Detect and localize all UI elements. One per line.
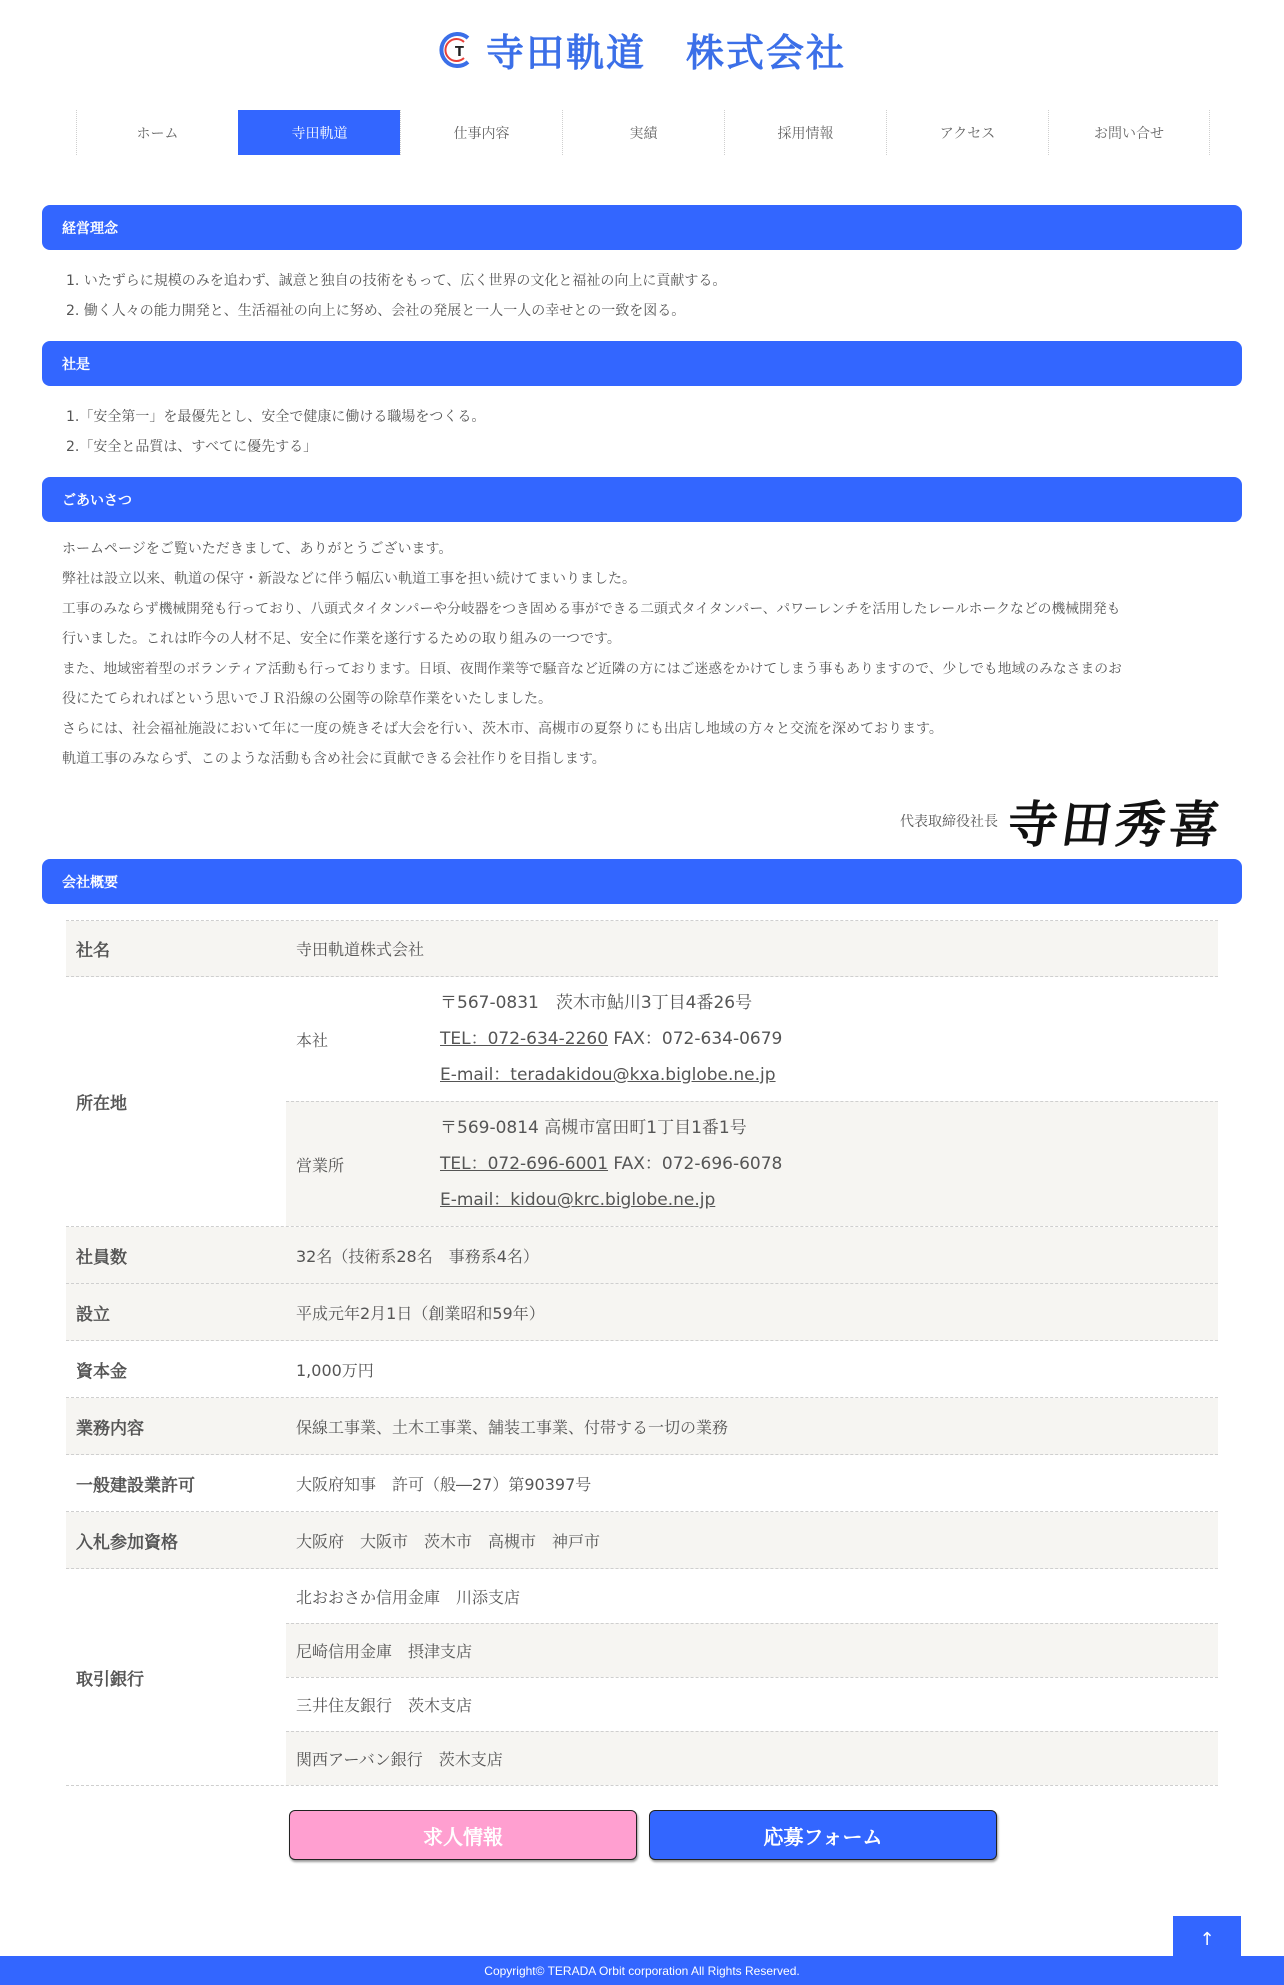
- recruit-info-button[interactable]: 求人情報: [289, 1810, 637, 1860]
- nav-access[interactable]: アクセス: [886, 110, 1048, 155]
- fax-number: FAX：072-634-0679: [608, 1029, 783, 1049]
- list-item: 2. 働く人々の能力開発と、生活福祉の向上に努め、会社の発展と一人一人の幸せとの一致を図る。: [66, 303, 686, 319]
- company-logo-icon: [438, 30, 478, 70]
- table-row: [66, 921, 1218, 977]
- table-row: [66, 1341, 1218, 1398]
- signature-title: 代表取締役社長: [900, 814, 998, 830]
- fax-number: FAX：072-696-6078: [608, 1154, 783, 1174]
- row-label: 取引銀行: [76, 1669, 144, 1690]
- list-item: 三井住友銀行 茨木支店: [286, 1677, 1218, 1731]
- row-label: 所在地: [76, 1094, 127, 1114]
- email-link[interactable]: E-mail：kidou@krc.biglobe.ne.jp: [440, 1190, 716, 1210]
- site-logo[interactable]: [0, 22, 1284, 77]
- row-value: 大阪府 大阪市 茨木市 高槻市 神戸市: [296, 1531, 601, 1551]
- tel-link[interactable]: TEL：072-696-6001: [440, 1154, 609, 1174]
- office-label: 営業所: [296, 1155, 345, 1175]
- philosophy-list: [66, 266, 726, 326]
- company-table: [66, 920, 1218, 1786]
- signature-name: 寺田秀喜: [1003, 795, 1228, 854]
- list-item: 尼崎信用金庫 摂津支店: [286, 1623, 1218, 1677]
- back-to-top-button[interactable]: ↑: [1173, 1916, 1241, 1962]
- greeting-line: 役にたてられればという思いでＪＲ沿線の公園等の除草作業をいたしました。: [62, 691, 552, 707]
- section-header-philosophy: 経営理念: [42, 205, 1242, 250]
- list-item: 北おおさか信用金庫 川添支店: [296, 1587, 521, 1607]
- row-label: 社名: [76, 941, 110, 961]
- section-header-greeting: ごあいさつ: [42, 477, 1242, 522]
- apply-form-button[interactable]: 応募フォーム: [649, 1810, 997, 1860]
- list-item: 1. いたずらに規模のみを追わず、誠意と独自の技術をもって、広く世界の文化と福祉の向上に貢献する。: [66, 273, 727, 289]
- row-value: 大阪府知事 許可（般―27）第90397号: [296, 1474, 592, 1494]
- list-item: 2.「安全と品質は、すべてに優先する」: [66, 439, 318, 455]
- office-label: 本社: [296, 1030, 329, 1050]
- footer-copyright: Copyright© TERADA Orbit corporation All Rights Reserved.: [0, 1956, 1284, 1985]
- table-row: [66, 1512, 1218, 1569]
- row-value: 寺田軌道株式会社: [296, 940, 425, 959]
- row-label: 業務内容: [76, 1418, 144, 1439]
- nav-services[interactable]: 仕事内容: [400, 110, 562, 155]
- row-label: 社員数: [76, 1247, 127, 1268]
- table-row: [66, 1455, 1218, 1512]
- nav-recruit[interactable]: 採用情報: [724, 110, 886, 155]
- row-value: 保線工事業、土木工事業、舗装工事業、付帯する一切の業務: [296, 1417, 729, 1437]
- greeting-line: 工事のみならず機械開発も行っており、八頭式タイタンパーや分岐器をつき固める事ができる二頭式タイタンパー、パワーレンチを活用したレールホークなどの機械開発も: [62, 601, 1121, 617]
- table-row-location: [66, 977, 1218, 1227]
- tel-link[interactable]: TEL：072-634-2260: [440, 1029, 609, 1049]
- office-email-line: [440, 1057, 1218, 1093]
- greeting-line: また、地域密着型のボランティア活動も行っております。日頃、夜間作業等で騒音など近隣の方にはご迷惑をかけてしまう事もありますので、少しでも地域のみなさまのお: [62, 661, 1122, 677]
- greeting-line: ホームページをご覧いただきまして、ありがとうございます。: [62, 541, 453, 557]
- office-address: 〒567-0831 茨木市鮎川3丁目4番26号: [440, 993, 753, 1013]
- greeting-line: 軌道工事のみならず、このような活動も含め社会に貢献できる会社作りを目指します。: [62, 751, 606, 767]
- row-value: 32名（技術系28名 事務系4名）: [296, 1246, 539, 1266]
- table-row: [66, 1284, 1218, 1341]
- row-value: 1,000万円: [296, 1360, 374, 1380]
- office-phone-line: [440, 1146, 1218, 1182]
- office-head: [286, 977, 1218, 1101]
- office-branch: [286, 1101, 1218, 1226]
- office-address: 〒569-0814 高槻市富田町1丁目1番1号: [440, 1118, 747, 1138]
- office-list: [286, 977, 1218, 1226]
- table-row: [66, 1398, 1218, 1455]
- bank-list: [286, 1569, 1218, 1785]
- row-label: 資本金: [76, 1361, 127, 1382]
- nav-results[interactable]: 実績: [562, 110, 724, 155]
- row-label: 設立: [76, 1304, 110, 1325]
- main-nav: [76, 110, 1210, 155]
- office-details: [440, 1102, 1218, 1226]
- office-email-line: [440, 1182, 1218, 1218]
- greeting-text: [62, 534, 1222, 774]
- nav-home[interactable]: ホーム: [76, 110, 238, 155]
- table-row: [66, 1227, 1218, 1284]
- greeting-line: さらには、社会福祉施設において年に一度の焼きそば大会を行い、茨木市、高槻市の夏祭りにも出店し地域の方々と交流を深めております。: [62, 721, 943, 737]
- row-value: 平成元年2月1日（創業昭和59年）: [296, 1303, 545, 1323]
- greeting-line: 行いました。これは昨今の人材不足、安全に作業を遂行するための取り組みの一つです。: [62, 631, 621, 647]
- row-label: 一般建設業許可: [76, 1475, 195, 1496]
- section-header-motto: 社是: [42, 341, 1242, 386]
- list-item: 1.「安全第一」を最優先とし、安全で健康に働ける職場をつくる。: [66, 409, 486, 425]
- list-item: 関西アーバン銀行 茨木支店: [286, 1731, 1218, 1785]
- office-phone-line: [440, 1021, 1218, 1057]
- motto-list: [66, 402, 485, 462]
- svg-text:T: T: [454, 44, 464, 60]
- nav-contact[interactable]: お問い合せ: [1048, 110, 1210, 155]
- greeting-line: 弊社は設立以来、軌道の保守・新設などに伴う幅広い軌道工事を担い続けてまいりました。: [62, 571, 636, 587]
- site-title: 寺田軌道 株式会社: [485, 31, 846, 75]
- row-label: 入札参加資格: [76, 1532, 178, 1553]
- signature-block: [900, 785, 1228, 857]
- email-link[interactable]: E-mail：teradakidou@kxa.biglobe.ne.jp: [440, 1065, 776, 1085]
- table-row-banks: [66, 1569, 1218, 1786]
- nav-company[interactable]: 寺田軌道: [238, 110, 400, 155]
- section-header-company: 会社概要: [42, 859, 1242, 904]
- office-details: [440, 977, 1218, 1101]
